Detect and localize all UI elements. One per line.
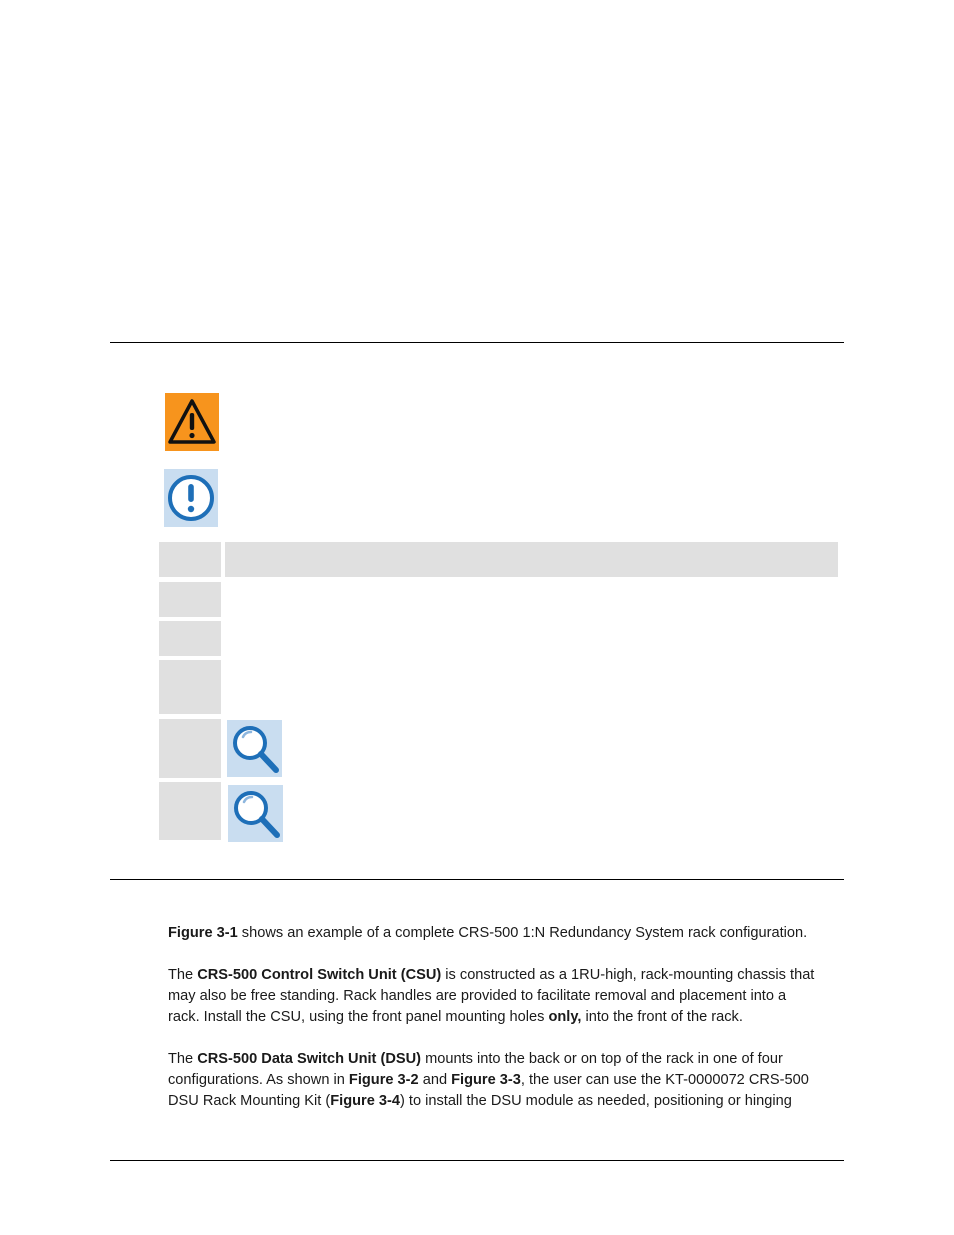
bold-term: CRS-500 Control Switch Unit (CSU) (197, 967, 442, 983)
paragraph-line (168, 965, 844, 986)
figure-ref: Figure 3-3 (451, 1072, 521, 1088)
text-run: mounts into the back or on top of the rack in one of four (421, 1051, 783, 1067)
paragraph-dsu (168, 1049, 844, 1112)
text-run: The (168, 1051, 198, 1067)
magnifier-icon (227, 720, 282, 777)
paragraph-line (168, 923, 844, 944)
text-run: ) to install the DSU module as needed, positioning or hinging (399, 1093, 792, 1109)
exclamation-circle-icon (164, 469, 218, 527)
text-run: rack. Install the CSU, using the front panel mounting holes (168, 1009, 549, 1025)
table-header-left-cell (159, 542, 221, 577)
table-row-3-cell (159, 660, 221, 714)
figure-ref: Figure 3-1 (168, 925, 238, 941)
paragraph-line (168, 1049, 844, 1070)
text-run: and (418, 1072, 452, 1088)
paragraph-line (168, 1007, 844, 1028)
footer-divider (110, 1160, 844, 1161)
section-divider-middle (110, 879, 844, 880)
paragraph-line (168, 1091, 844, 1112)
figure-ref: Figure 3-2 (348, 1072, 419, 1088)
table-row-5-cell (159, 782, 221, 840)
magnifier-icon-2 (228, 785, 283, 842)
bold-term: CRS-500 Data Switch Unit (DSU) (197, 1051, 422, 1067)
figure-ref: Figure 3-4 (330, 1093, 400, 1109)
section-divider-top (110, 342, 844, 343)
text-run: DSU Rack Mounting Kit ( (168, 1093, 331, 1109)
text-run: shows an example of a complete CRS-500 1:N Redundancy System rack configuration. (237, 925, 808, 941)
table-row-4-cell (159, 719, 221, 778)
text-run: may also be free standing. Rack handles are provided to facilitate removal and placement into a (168, 988, 787, 1004)
text-run: , the user can use the KT-0000072 CRS-500 (520, 1072, 809, 1088)
text-run: into the front of the rack. (581, 1009, 743, 1025)
paragraph-csu (168, 965, 844, 1028)
bold-term: only, (548, 1009, 582, 1025)
paragraph-line (168, 1070, 844, 1091)
text-run: The (168, 967, 198, 983)
text-run: is constructed as a 1RU-high, rack-mounting chassis that (441, 967, 815, 983)
table-row-1-cell (159, 582, 221, 617)
table-header-right-cell (225, 542, 838, 577)
text-run: configurations. As shown in (168, 1072, 349, 1088)
paragraph-figure-3-1 (168, 923, 844, 944)
warning-triangle-icon (165, 393, 219, 451)
paragraph-line (168, 986, 844, 1007)
table-row-2-cell (159, 621, 221, 656)
